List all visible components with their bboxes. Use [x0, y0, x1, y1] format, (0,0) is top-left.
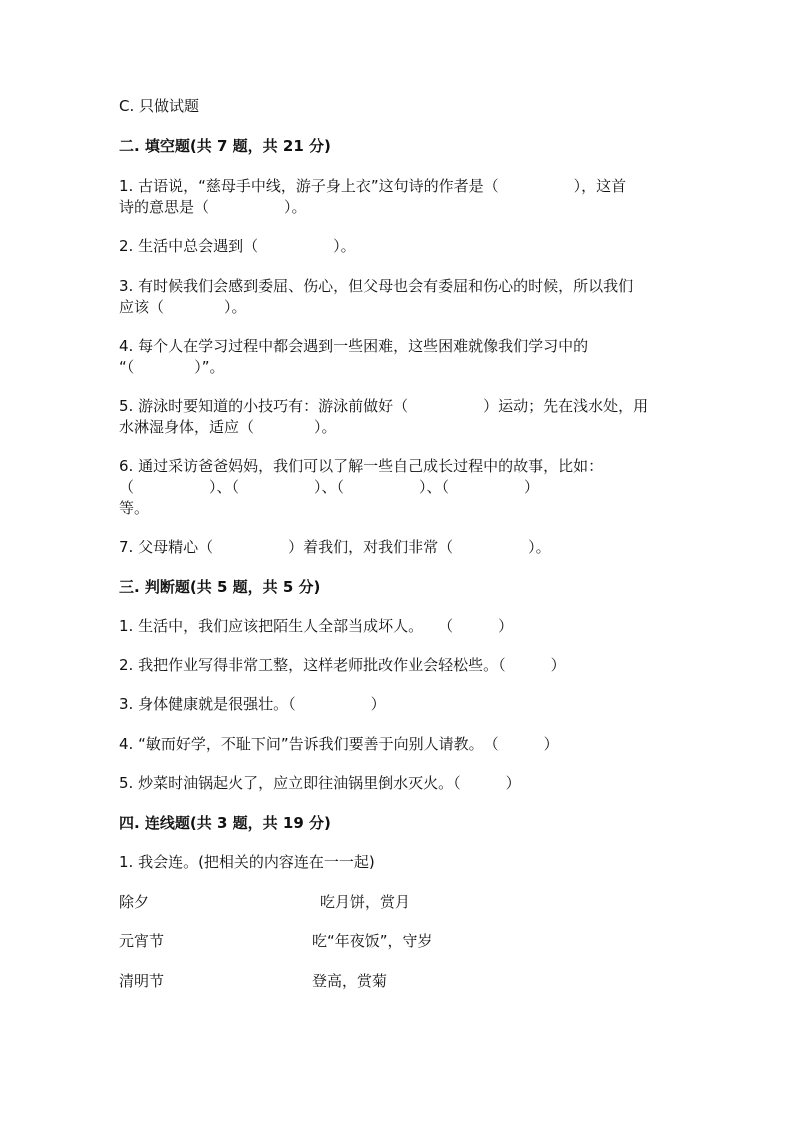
fill-q3-line1: 3. 有时候我们会感到委屈、伤心，但父母也会有委屈和伤心的时候，所以我们: [119, 277, 634, 295]
fill-q1-line1: 1. 古语说，“慈母手中线，游子身上衣”这句诗的作者是（ ），这首: [119, 177, 627, 195]
option-c: C. 只做试题: [119, 97, 200, 115]
section-2-heading: 二. 填空题(共 7 题，共 21 分): [119, 137, 331, 155]
judge-q1: 1. 生活中，我们应该把陌生人全部当成坏人。 （ ）: [119, 617, 514, 635]
fill-q6-line2: （ ）、（ ）、（ ）、（ ）: [119, 478, 540, 496]
match-right-1: 吃月饼，赏月: [320, 893, 411, 911]
match-right-2: 吃“年夜饭”，守岁: [312, 932, 433, 950]
judge-q3: 3. 身体健康就是很强壮。（ ）: [119, 695, 386, 713]
fill-q3-line2: 应该（ ）。: [119, 298, 247, 316]
fill-q5-line2: 水淋湿身体，适应（ ）。: [119, 418, 337, 436]
fill-q4-line2: “（ ）”。: [119, 358, 225, 376]
match-right-3: 登高，赏菊: [312, 972, 388, 990]
fill-q1-line2: 诗的意思是（ ）。: [119, 198, 307, 216]
section-4-heading: 四. 连线题(共 3 题，共 19 分): [119, 814, 331, 832]
judge-q4: 4. “敏而好学，不耻下问”告诉我们要善于向别人请教。 （ ）: [119, 735, 559, 753]
match-left-3: 清明节: [119, 972, 165, 990]
match-q1: 1. 我会连。(把相关的内容连在一一起): [119, 853, 375, 871]
fill-q2: 2. 生活中总会遇到（ ）。: [119, 237, 356, 255]
section-3-heading: 三. 判断题(共 5 题，共 5 分): [119, 578, 321, 596]
fill-q6-line1: 6. 通过采访爸爸妈妈，我们可以了解一些自己成长过程中的故事，比如：: [119, 457, 604, 475]
match-left-2: 元宵节: [119, 932, 165, 950]
fill-q6-line3: 等。: [119, 499, 150, 517]
fill-q5-line1: 5. 游泳时要知道的小技巧有：游泳前做好（ ）运动；先在浅水处，用: [119, 397, 649, 415]
judge-q5: 5. 炒菜时油锅起火了，应立即往油锅里倒水灭火。（ ）: [119, 774, 521, 792]
fill-q7: 7. 父母精心（ ）着我们，对我们非常（ ）。: [119, 538, 551, 556]
judge-q2: 2. 我把作业写得非常工整，这样老师批改作业会轻松些。（ ）: [119, 656, 566, 674]
match-left-1: 除夕: [119, 893, 150, 911]
fill-q4-line1: 4. 每个人在学习过程中都会遇到一些困难，这些困难就像我们学习中的: [119, 337, 589, 355]
